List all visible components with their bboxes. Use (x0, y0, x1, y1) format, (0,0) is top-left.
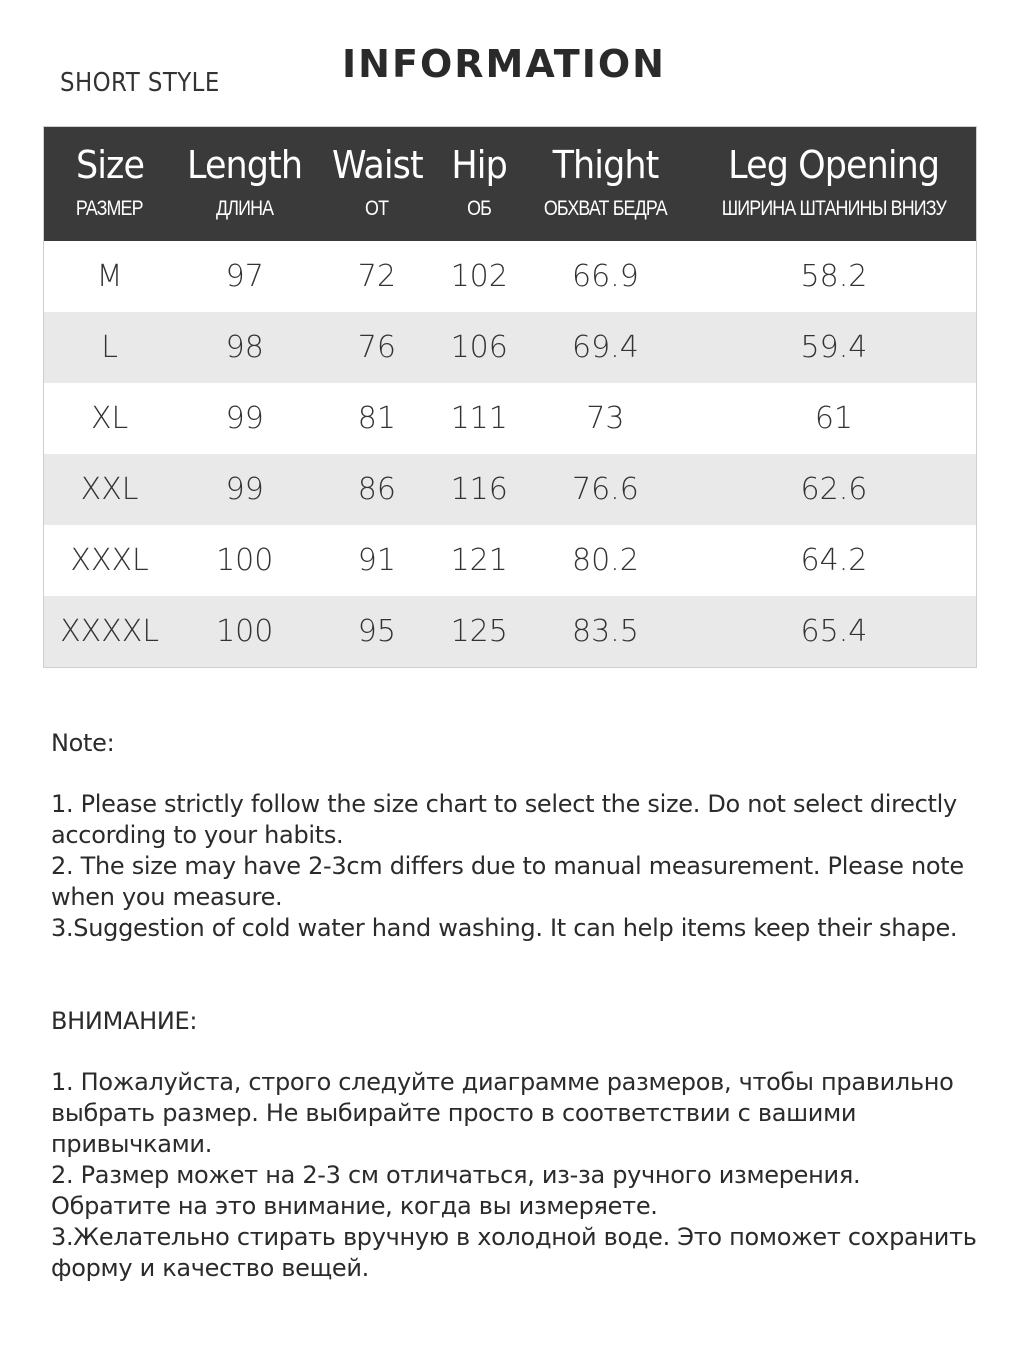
table-cell: 64.2 (800, 543, 868, 578)
column-title: Length (187, 143, 303, 187)
column-header-size (44, 127, 175, 241)
table-cell: 66.9 (571, 259, 639, 294)
note-en-item: 3.Suggestion of cold water hand washing. It can help items keep their shape. (51, 914, 958, 942)
notes-en-heading: Note: (51, 729, 115, 757)
note-ru-item: 1. Пожалуйста, строго следуйте диаграмме размеров, чтобы правильно выбрать размер. Не выбирайте просто в соответствии с вашими привычками. (51, 1068, 954, 1158)
table-cell: 99 (225, 472, 264, 507)
style-label: SHORT STYLE (60, 68, 220, 98)
table-cell: 125 (450, 614, 508, 649)
table-header (44, 127, 976, 241)
table-cell: 62.6 (800, 472, 868, 507)
column-title: Waist (331, 143, 423, 187)
table-row (44, 383, 976, 454)
column-header-thight (519, 127, 692, 241)
notes-section (51, 728, 981, 1284)
note-en-item: 2. The size may have 2-3cm differs due to manual measurement. Please note when you measure. (51, 852, 964, 911)
size-chart-table (43, 126, 977, 668)
column-subtitle: ДЛИНА (216, 197, 274, 220)
table-cell: 83.5 (571, 614, 639, 649)
note-ru-item: 2. Размер может на 2-3 см отличаться, из-за ручного измерения. Обратите на это внимание, когда вы измеряете. (51, 1161, 861, 1220)
table-row (44, 312, 976, 383)
table-row (44, 241, 976, 312)
table-cell: 61 (814, 401, 853, 436)
table-cell: XXXL (70, 543, 149, 578)
column-header-length (175, 127, 314, 241)
table-cell: 102 (450, 259, 508, 294)
table-cell: 111 (450, 401, 508, 436)
column-subtitle: ШИРИНА ШТАНИНЫ ВНИЗУ (721, 197, 946, 220)
table-cell: 116 (450, 472, 508, 507)
table-cell: 81 (357, 401, 396, 436)
table-cell: M (96, 259, 123, 294)
notes-ru-heading: ВНИМАНИЕ: (51, 1007, 198, 1035)
note-en-item: 1. Please strictly follow the size chart to select the size. Do not select directly according to your habits. (51, 790, 957, 849)
column-header-waist (314, 127, 439, 241)
table-row (44, 596, 976, 667)
table-cell: 97 (225, 259, 264, 294)
table-cell: 121 (450, 543, 508, 578)
table-row (44, 525, 976, 596)
table-cell: 76 (357, 330, 396, 365)
column-header-leg-opening (692, 127, 976, 241)
column-subtitle: РАЗМЕР (76, 197, 143, 220)
table-cell: 106 (450, 330, 508, 365)
table-cell: 100 (216, 543, 274, 578)
table-cell: 73 (586, 401, 625, 436)
page-title: INFORMATION (342, 42, 666, 86)
table-cell: 98 (225, 330, 264, 365)
note-ru-item: 3.Желательно стирать вручную в холодной воде. Это поможет сохранить форму и качество вещей. (51, 1223, 977, 1282)
column-subtitle: ОБХВАТ БЕДРА (543, 197, 667, 220)
table-cell: 72 (357, 259, 396, 294)
table-cell: 86 (357, 472, 396, 507)
table-cell: 59.4 (800, 330, 868, 365)
table-cell: 69.4 (571, 330, 639, 365)
table-cell: XL (90, 401, 129, 436)
table-cell: 76.6 (571, 472, 639, 507)
table-cell: L (101, 330, 118, 365)
column-title: Thight (552, 143, 659, 187)
column-subtitle: ОТ (365, 197, 389, 220)
table-cell: 58.2 (800, 259, 868, 294)
table-cell: XXL (80, 472, 139, 507)
table-cell: 95 (357, 614, 396, 649)
table-body (44, 241, 976, 667)
column-header-hip (439, 127, 518, 241)
column-title: Leg Opening (728, 143, 940, 187)
table-row (44, 454, 976, 525)
column-subtitle: ОБ (467, 197, 492, 220)
table-cell: 80.2 (571, 543, 639, 578)
column-title: Hip (451, 143, 507, 187)
table-cell: 65.4 (800, 614, 868, 649)
table-cell: 100 (216, 614, 274, 649)
table-cell: 91 (357, 543, 396, 578)
column-title: Size (75, 143, 144, 187)
table-cell: 99 (225, 401, 264, 436)
table-cell: XXXXL (60, 614, 160, 649)
